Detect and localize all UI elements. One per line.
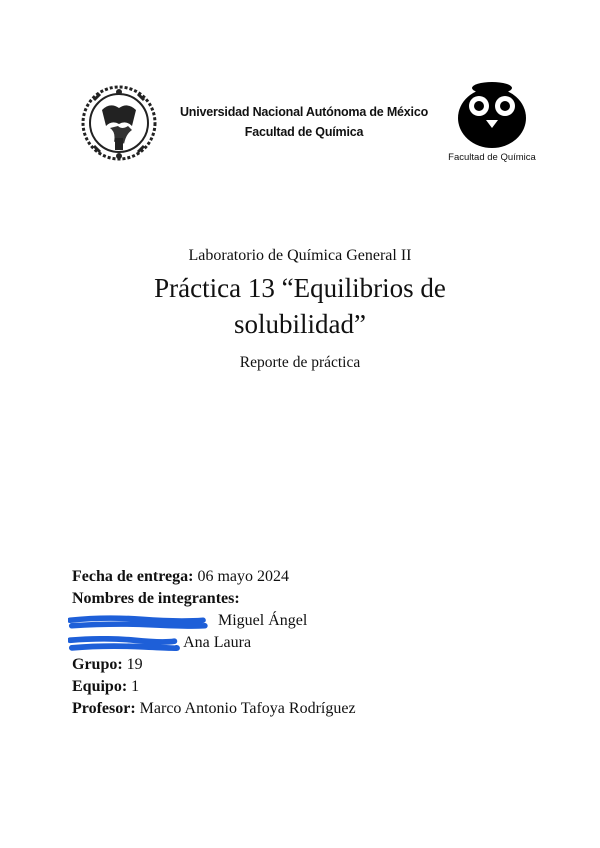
- faculty-name: Facultad de Química: [244, 125, 364, 139]
- redaction-scribble-icon: [68, 614, 216, 632]
- integrante-1-name: Miguel Ángel: [218, 612, 308, 629]
- equipo-value: 1: [131, 678, 140, 695]
- integrante-2-name: Ana Laura: [183, 634, 252, 651]
- practice-title: [0, 270, 600, 342]
- unam-seal-icon: [80, 80, 158, 166]
- info-block: [72, 566, 552, 720]
- nombres-label: Nombres de integrantes:: [72, 590, 240, 607]
- logo-caption: Facultad de Química: [448, 152, 536, 163]
- redaction-scribble-icon: [68, 636, 182, 654]
- fecha-label: Fecha de entrega:: [72, 568, 194, 585]
- fecha-row: [72, 566, 552, 588]
- profesor-row: [72, 698, 552, 720]
- profesor-label: Profesor:: [72, 700, 136, 717]
- integrante-row-1: [72, 610, 552, 632]
- grupo-value: 19: [126, 656, 143, 673]
- integrante-row-2: [72, 632, 552, 654]
- grupo-label: Grupo:: [72, 656, 123, 673]
- fecha-value: 06 mayo 2024: [197, 568, 289, 585]
- equipo-label: Equipo:: [72, 678, 128, 695]
- equipo-row: [72, 676, 552, 698]
- profesor-value: Marco Antonio Tafoya Rodríguez: [139, 700, 356, 717]
- facultad-quimica-logo-icon: [456, 80, 528, 150]
- practice-title-line1: Práctica 13 “Equilibrios de: [154, 273, 446, 303]
- lab-title: Laboratorio de Química General II: [188, 247, 412, 264]
- nombres-row: [72, 588, 552, 610]
- document-header: [0, 0, 600, 180]
- university-name: Universidad Nacional Autónoma de México: [179, 105, 429, 119]
- grupo-row: [72, 654, 552, 676]
- university-name-block: [170, 102, 438, 142]
- report-subtitle: Reporte de práctica: [239, 354, 361, 371]
- practice-title-line2: solubilidad”: [234, 309, 366, 339]
- title-block: [0, 244, 600, 374]
